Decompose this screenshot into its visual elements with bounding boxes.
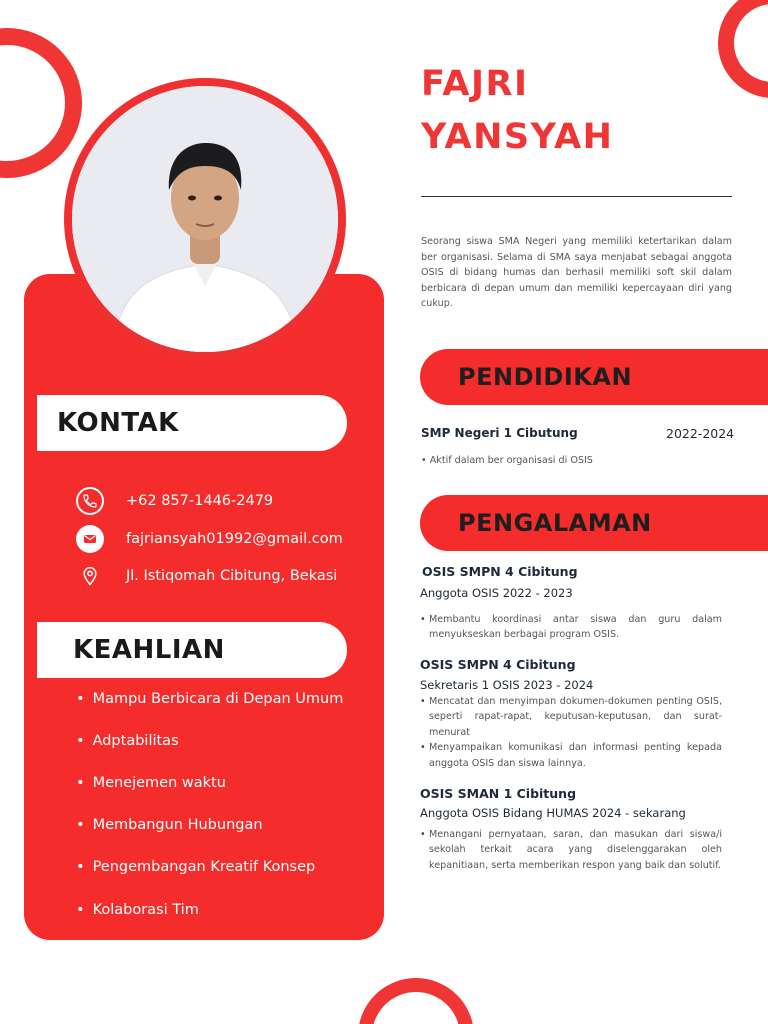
experience-point: • Membantu koordinasi antar siswa dan guru dalam menyukseskan berbagai program OSIS. [420,612,722,643]
name-divider [421,196,732,197]
contact-address-row [76,561,338,591]
contact-phone[interactable]: +62 857-1446-2479 [126,493,274,509]
contact-heading: KONTAK [57,408,179,438]
decorative-ring-top-left [0,28,82,178]
contact-phone-row [76,486,274,516]
experience-title: OSIS SMPN 4 Cibitung [422,564,578,579]
experience-point: • Mencatat dan menyimpan dokumen-dokumen penting OSIS, seperti rapat-rapat, keputusan-keputusan, dan surat- menurat [420,694,722,740]
skill-item: • Adptabilitas [76,733,179,749]
decorative-ring-top-right [718,0,768,98]
education-heading-pill [420,349,768,405]
experience-point: • Menangani pernyataan, saran, dan masukan dari siswa/i sekolah terkait acara yang diselenggarakan oleh kepanitiaan, serta memberikan respon yang baik dan solutif. [420,827,722,873]
name-first: FAJRI [421,64,529,104]
experience-point: • Menyampaikan komunikasi dan informasi penting kepada anggota OSIS dan siswa lainnya. [420,740,722,771]
location-pin-icon [76,562,104,590]
experience-title: OSIS SMPN 4 Cibitung [420,657,576,672]
contact-email-row [76,524,343,554]
profile-photo [72,86,338,352]
name-last: YANSYAH [421,117,614,157]
profile-summary: Seorang siswa SMA Negeri yang memiliki ketertarikan dalam ber organisasi. Selama di SMA saya menjabat sebagai anggota OSIS di bidang humas dan berhasil memiliki soft skil dalam berbicara di depan umum dan memiliki kepercayaan diri yang cukup. [421,236,732,309]
left-sidebar-panel [24,274,384,940]
skill-item: • Membangun Hubungan [76,817,263,833]
decorative-ring-bottom [358,978,474,1024]
contact-email[interactable]: fajriansyah01992@gmail.com [126,531,343,547]
phone-icon [76,487,104,515]
education-note: • Aktif dalam ber organisasi di OSIS [421,455,593,466]
contact-heading-pill [37,395,347,451]
mail-icon [76,525,104,553]
experience-points [420,694,722,771]
skills-heading: KEAHLIAN [73,635,225,665]
profile-photo-frame [64,78,346,360]
experience-heading-pill [420,495,768,551]
education-years: 2022-2024 [666,426,735,441]
education-heading: PENDIDIKAN [458,363,633,391]
skill-item: • Pengembangan Kreatif Konsep [76,859,315,875]
experience-role: Anggota OSIS 2022 - 2023 [420,586,573,600]
skill-item: • Mampu Berbicara di Depan Umum [76,691,343,707]
experience-title: OSIS SMAN 1 Cibitung [420,786,577,801]
experience-heading: PENGALAMAN [458,509,652,537]
education-school: SMP Negeri 1 Cibutung [421,426,578,440]
skills-heading-pill [37,622,347,678]
experience-points [420,827,722,873]
experience-role: Sekretaris 1 OSIS 2023 - 2024 [420,678,594,692]
experience-points [420,612,722,643]
skill-item: • Menejemen waktu [76,775,226,791]
skill-item: • Kolaborasi Tim [76,902,199,918]
contact-address: Jl. Istiqomah Cibitung, Bekasi [126,568,338,584]
experience-role: Anggota OSIS Bidang HUMAS 2024 - sekarang [420,806,686,820]
person-illustration [72,86,338,352]
